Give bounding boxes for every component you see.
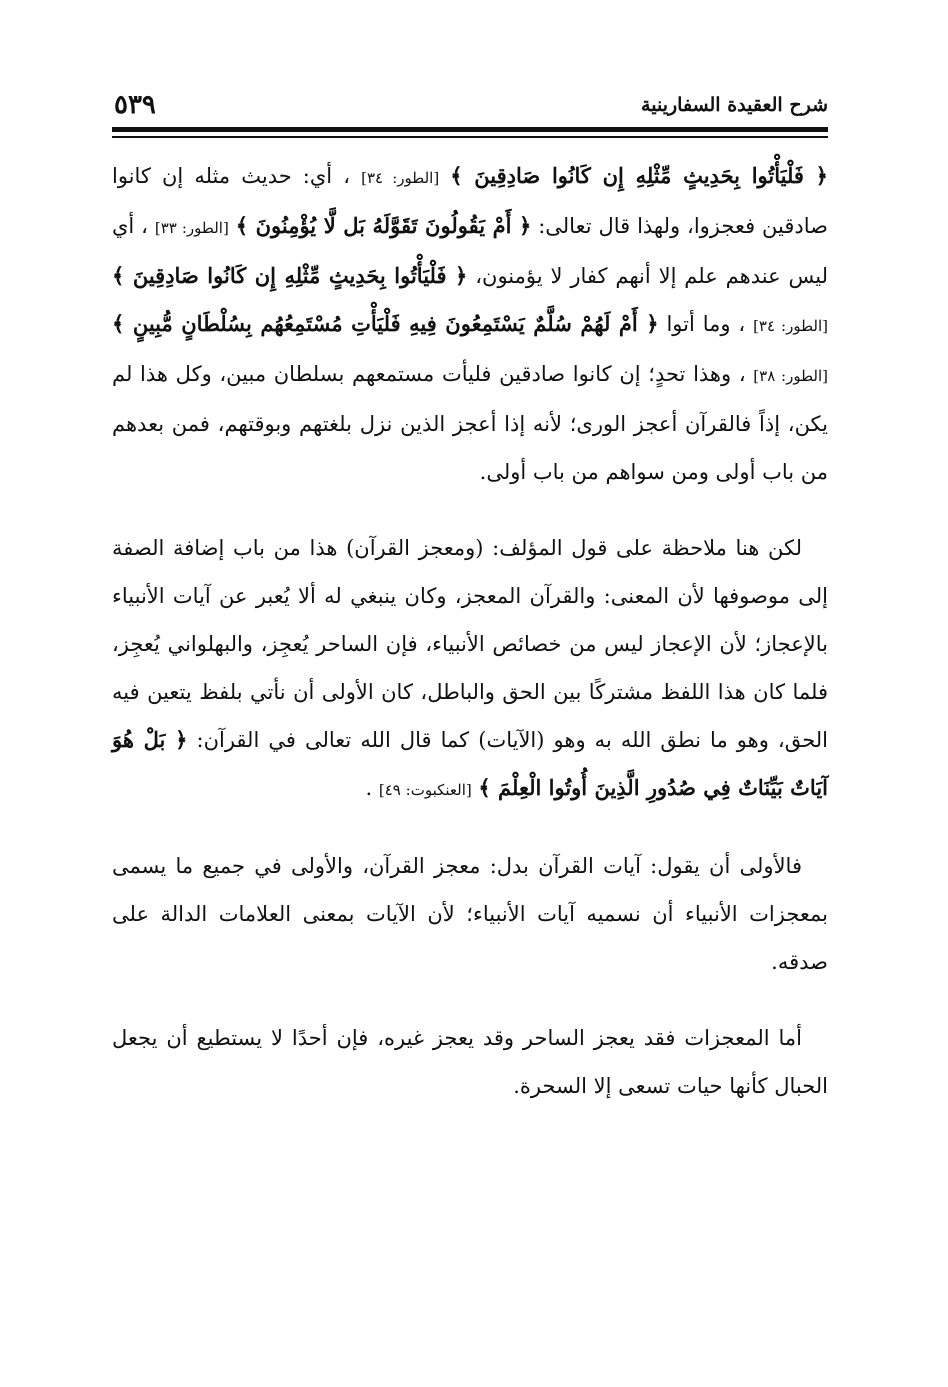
paragraph-1 [112,152,828,496]
quran-verse: ﴿ أَمْ يَقُولُونَ تَقَوَّلَهُ بَل لَّا يُؤْمِنُونَ ﴾ [235,213,532,238]
paragraph-2 [112,524,828,814]
header-rule-thick [112,127,828,132]
paragraph-text: لكن هنا ملاحظة على قول المؤلف: (ومعجز القرآن) هذا من باب إضافة الصفة إلى موصوفها لأن المعنى: والقرآن المعجز، وكان ينبغي له ألا يُعبر عن آيات الأنبياء بالإعجاز؛ لأن الإعجاز ليس من خصائص الأنبياء، فإن الساحر يُعجِز، والبهلواني يُعجِز، فلما كان هذا اللفظ مشتركًا بين الحق والباطل، كان الأولى أن نأتي بلفظ يتعين فيه الحق، وهو ما نطق الله به وهو (الآيات) كما قال الله تعالى في القرآن: [112,536,829,752]
verse-reference: [الطور: ٣٣] [154,219,229,237]
quran-verse: ﴿ فَلْيَأْتُوا بِحَدِيثٍ مِّثْلِهِ إِن كَانُوا صَادِقِينَ ﴾ [112,263,468,288]
paragraph-text: ، وما أتوا [658,312,746,336]
paragraph-text: ، وهذا تحدٍ؛ إن كانوا صادقين فليأت مستمعهم بسلطان مبين، وكل هذا لم يكن، إذاً فالقرآن أعجز الورى؛ لأنه إذا أعجز الذين نزل بلغتهم وبوقتهم، فمن بعدهم من باب أولى ومن سواهم من باب أولى. [112,362,828,484]
verse-reference: [الطور: ٣٤] [753,317,828,335]
body-text [112,152,828,1110]
header-rule-thin [112,136,828,138]
running-header [112,92,828,128]
paragraph-text: . [365,776,373,800]
paragraph-text: ، أي ليس عندهم علم إلا أنهم كفار لا يؤمنون، [112,214,828,288]
paragraph-text: فالأولى أن يقول: آيات القرآن بدل: معجز القرآن، والأولى في جميع ما يسمى بمعجزات الأنبياء أن نسميه آيات الأنبياء؛ لأن الآيات بمعنى العلامات الدالة على صدقه. [112,854,828,974]
quran-verse: ﴿ بَلْ هُوَ آيَاتٌ بَيِّنَاتٌ فِي صُدُورِ الَّذِينَ أُوتُوا الْعِلْمَ ﴾ [112,727,828,800]
book-title: شرح العقيدة السفارينية [641,94,828,116]
paragraph-3 [112,842,828,986]
quran-verse: ﴿ فَلْيَأْتُوا بِحَدِيثٍ مِّثْلِهِ إِن كَانُوا صَادِقِينَ ﴾ [450,163,828,188]
quran-verse: ﴿ أَمْ لَهُمْ سُلَّمٌ يَسْتَمِعُونَ فِيهِ فَلْيَأْتِ مُسْتَمِعُهُم بِسُلْطَانٍ مُّبِينٍ ﴾ [112,311,659,336]
paragraph-4 [112,1014,828,1110]
verse-reference: [العنكبوت: ٤٩] [378,781,472,799]
verse-reference: [الطور: ٣٤] [361,169,440,187]
verse-reference: [الطور: ٣٨] [753,367,828,385]
paragraph-text: ، أي: حديث مثله إن كانوا صادقين فعجزوا، ولهذا قال تعالى: [112,164,828,238]
paragraph-text: أما المعجزات فقد يعجز الساحر وقد يعجز غيره، فإن أحدًا لا يستطيع أن يجعل الحبال كأنها حيات تسعى إلا السحرة. [112,1026,828,1098]
page-number: ٥٣٩ [114,90,156,120]
